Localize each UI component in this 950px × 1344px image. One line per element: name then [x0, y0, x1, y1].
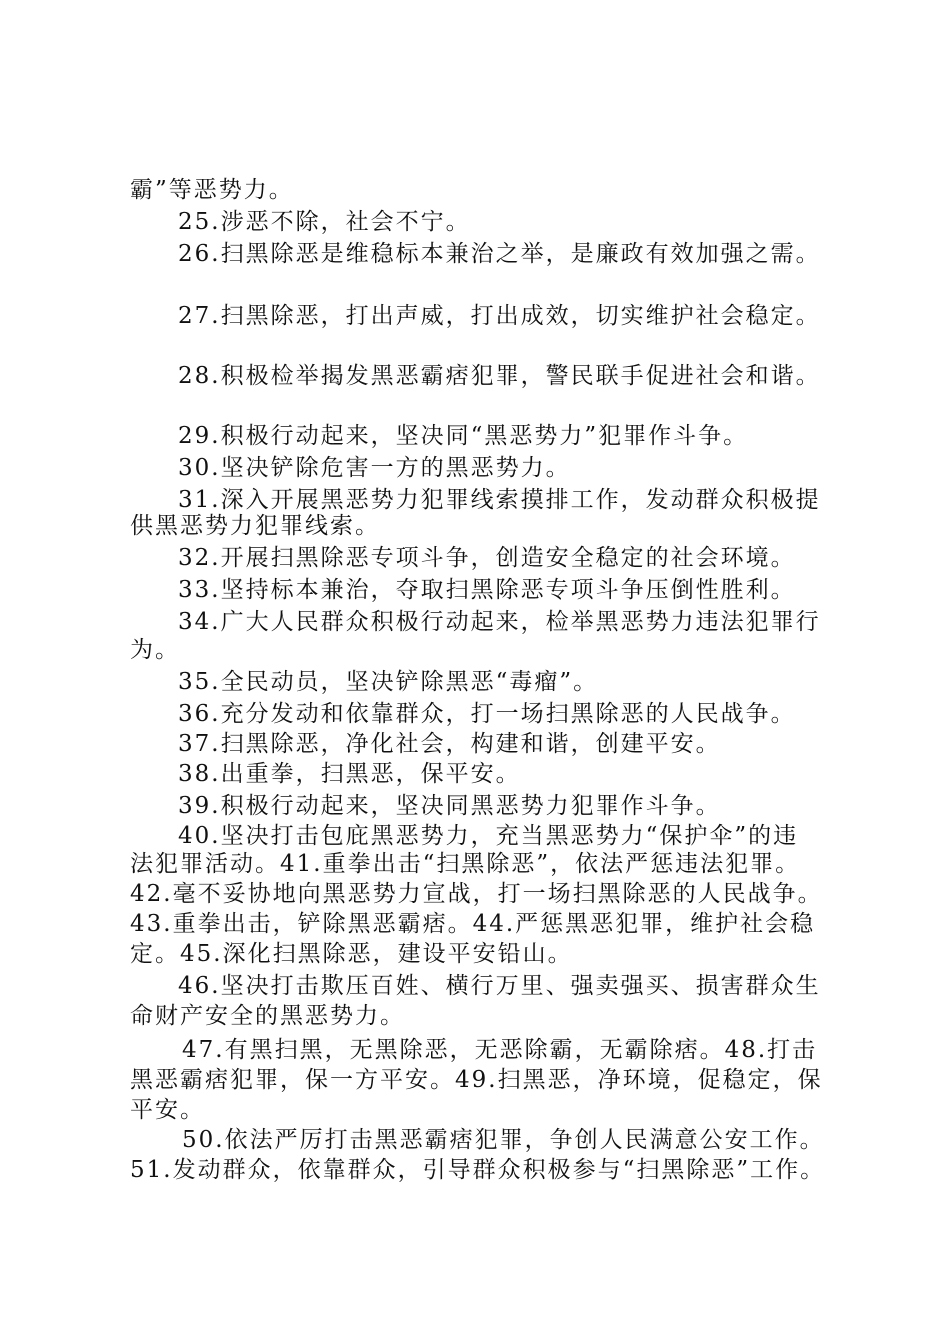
text-line: 39.积极行动起来，坚决同黑恶势力犯罪作斗争。 [178, 793, 721, 819]
text-line: 26.扫黑除恶是维稳标本兼治之举，是廉政有效加强之需。 [178, 241, 821, 267]
text-line: 黑恶霸痞犯罪，保一方平安。49.扫黑恶，净环境，促稳定，保 [130, 1067, 823, 1093]
text-line: 30.坚决铲除危害一方的黑恶势力。 [178, 455, 571, 481]
text-line: 为。 [130, 637, 180, 663]
text-line: 平安。 [130, 1097, 205, 1123]
text-line: 29.积极行动起来，坚决同“黑恶势力”犯罪作斗争。 [178, 423, 749, 449]
text-line: 定。45.深化扫黑除恶，建设平安铅山。 [130, 941, 573, 967]
text-line: 供黑恶势力犯罪线索。 [130, 513, 380, 539]
text-line: 46.坚决打击欺压百姓、横行万里、强卖强买、损害群众生 [178, 973, 821, 999]
text-line: 38.出重拳，扫黑恶，保平安。 [178, 761, 521, 787]
text-line: 32.开展扫黑除恶专项斗争，创造安全稳定的社会环境。 [178, 545, 796, 571]
text-line: 36.充分发动和依靠群众，打一场扫黑除恶的人民战争。 [178, 701, 796, 727]
text-line: 25.涉恶不除，社会不宁。 [178, 209, 471, 235]
text-line: 霸”等恶势力。 [130, 177, 294, 203]
text-line: 43.重拳出击，铲除黑恶霸痞。44.严惩黑恶犯罪，维护社会稳 [130, 911, 816, 937]
text-line: 27.扫黑除恶，打出声威，打出成效，切实维护社会稳定。 [178, 303, 821, 329]
text-line: 50.依法严厉打击黑恶霸痞犯罪，争创人民满意公安工作。 [182, 1127, 825, 1153]
text-line: 37.扫黑除恶，净化社会，构建和谐，创建平安。 [178, 731, 721, 757]
text-line: 命财产安全的黑恶势力。 [130, 1003, 405, 1029]
text-line: 34.广大人民群众积极行动起来，检举黑恶势力违法犯罪行 [178, 609, 821, 635]
text-line: 28.积极检举揭发黑恶霸痞犯罪，警民联手促进社会和谐。 [178, 363, 821, 389]
text-line: 42.毫不妥协地向黑恶势力宣战，打一场扫黑除恶的人民战争。 [130, 881, 823, 907]
text-line: 51.发动群众，依靠群众，引导群众积极参与“扫黑除恶”工作。 [130, 1157, 826, 1183]
text-line: 31.深入开展黑恶势力犯罪线索摸排工作，发动群众积极提 [178, 487, 821, 513]
text-line: 40.坚决打击包庇黑恶势力，充当黑恶势力“保护伞”的违 [178, 823, 799, 849]
text-line: 35.全民动员，坚决铲除黑恶“毒瘤”。 [178, 669, 599, 695]
text-line: 33.坚持标本兼治，夺取扫黑除恶专项斗争压倒性胜利。 [178, 577, 796, 603]
text-line: 47.有黑扫黑，无黑除恶，无恶除霸，无霸除痞。48.打击 [182, 1037, 818, 1063]
text-line: 法犯罪活动。41.重拳出击“扫黑除恶”，依法严惩违法犯罪。 [130, 851, 801, 877]
